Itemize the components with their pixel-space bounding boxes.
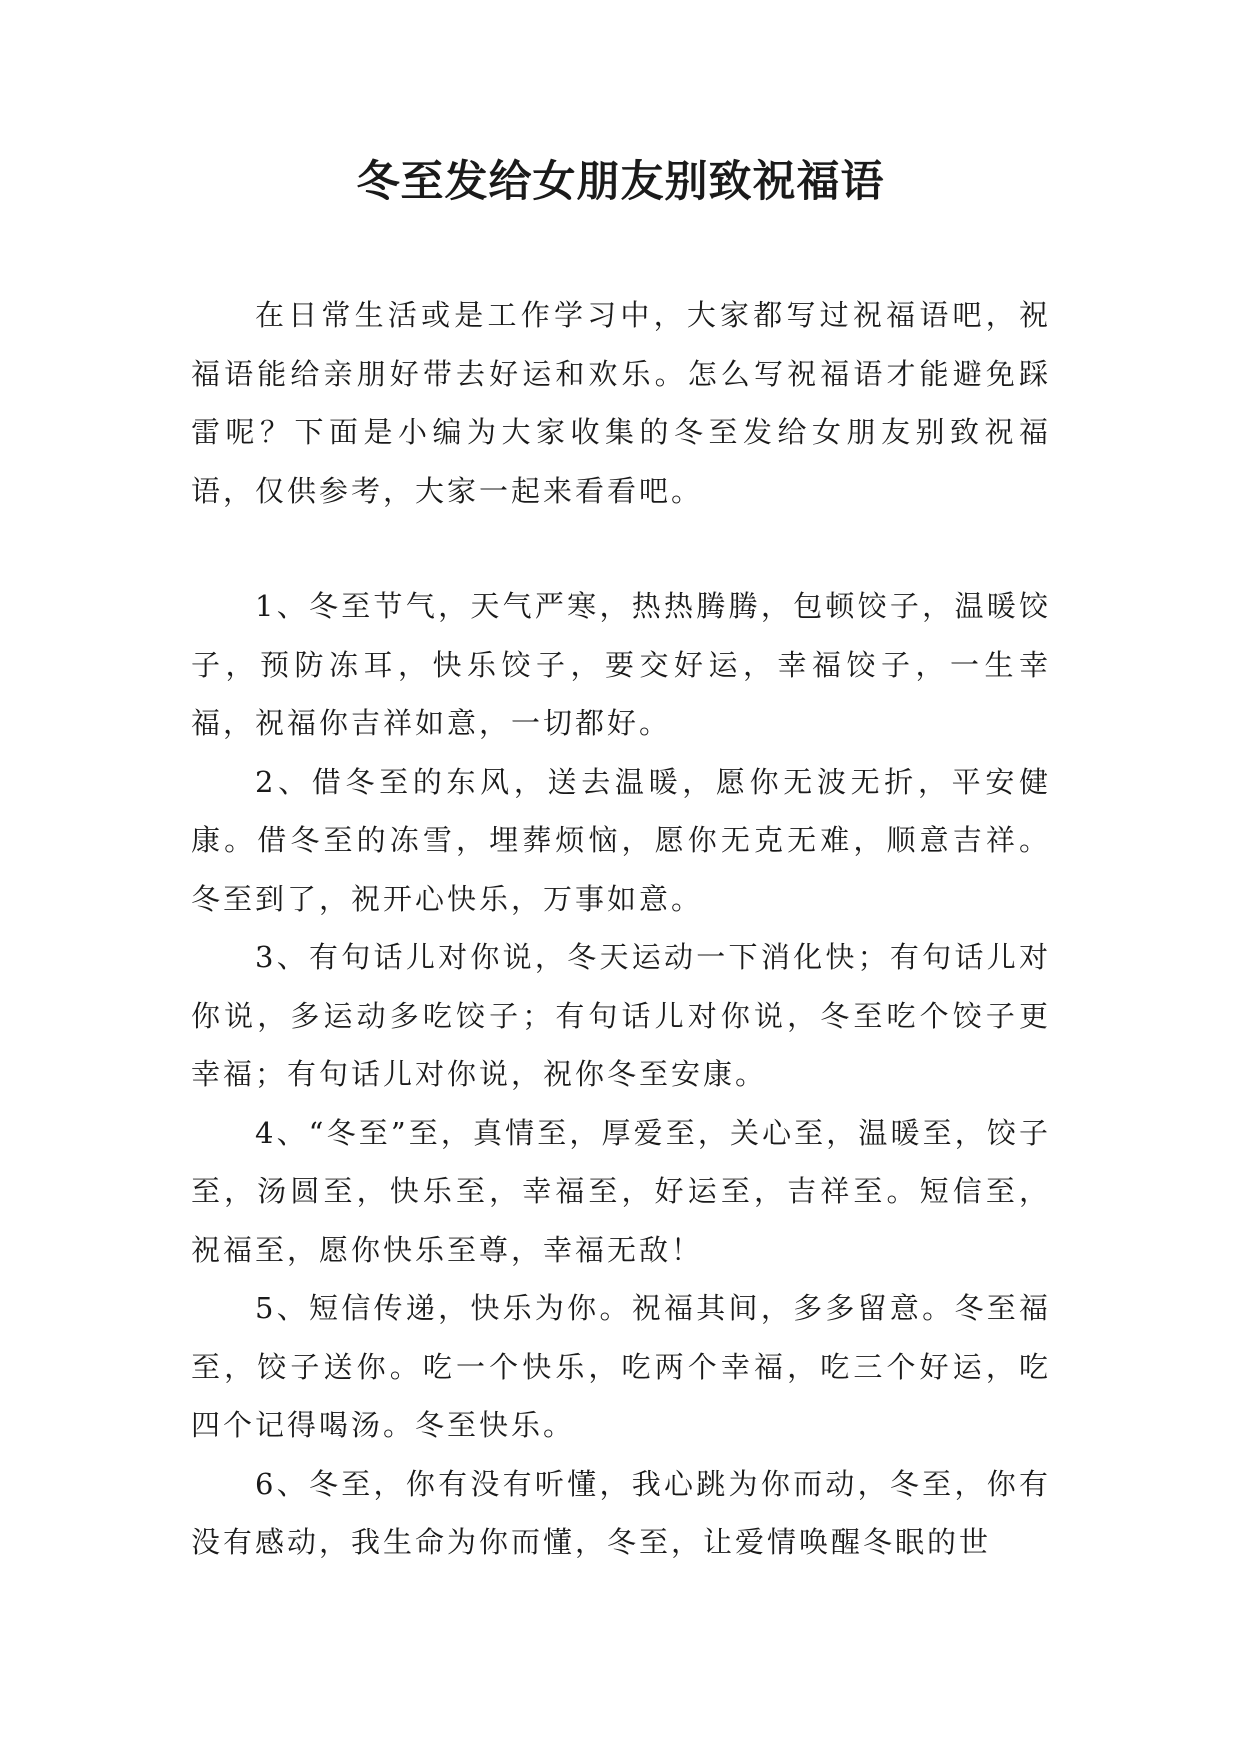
greeting-item-5: 5、短信传递，快乐为你。祝福其间，多多留意。冬至福至，饺子送你。吃一个快乐，吃两个幸福，吃三个好运，吃四个记得喝汤。冬至快乐。	[191, 1291, 1051, 1442]
greeting-item-3: 3、有句话儿对你说，冬天运动一下消化快；有句话儿对你说，多运动多吃饺子；有句话儿对你说，冬至吃个饺子更幸福；有句话儿对你说，祝你冬至安康。	[191, 940, 1051, 1091]
greeting-item-4: 4、“冬至”至，真情至，厚爱至，关心至，温暖至，饺子至，汤圆至，快乐至，幸福至，好运至，吉祥至。短信至，祝福至，愿你快乐至尊，幸福无敌！	[191, 1115, 1051, 1267]
greeting-item-1: 1、冬至节气，天气严寒，热热腾腾，包顿饺子，温暖饺子，预防冻耳，快乐饺子，要交好运，幸福饺子，一生幸福，祝福你吉祥如意，一切都好。	[191, 589, 1051, 740]
greeting-item-6: 6、冬至，你有没有听懂，我心跳为你而动，冬至，你有没有感动，我生命为你而懂，冬至，让爱情唤醒冬眠的世	[191, 1466, 1051, 1559]
greeting-list	[191, 577, 1051, 1572]
intro-paragraph: 在日常生活或是工作学习中，大家都写过祝福语吧，祝福语能给亲朋好带去好运和欢乐。怎么写祝福语才能避免踩雷呢？下面是小编为大家收集的冬至发给女朋友别致祝福语，仅供参考，大家一起来看看吧。	[191, 298, 1051, 508]
greeting-item-2: 2、借冬至的东风，送去温暖，愿你无波无折，平安健康。借冬至的冻雪，埋葬烦恼，愿你无克无难，顺意吉祥。冬至到了，祝开心快乐，万事如意。	[191, 764, 1051, 916]
document-title: 冬至发给女朋友别致祝福语	[356, 157, 885, 207]
